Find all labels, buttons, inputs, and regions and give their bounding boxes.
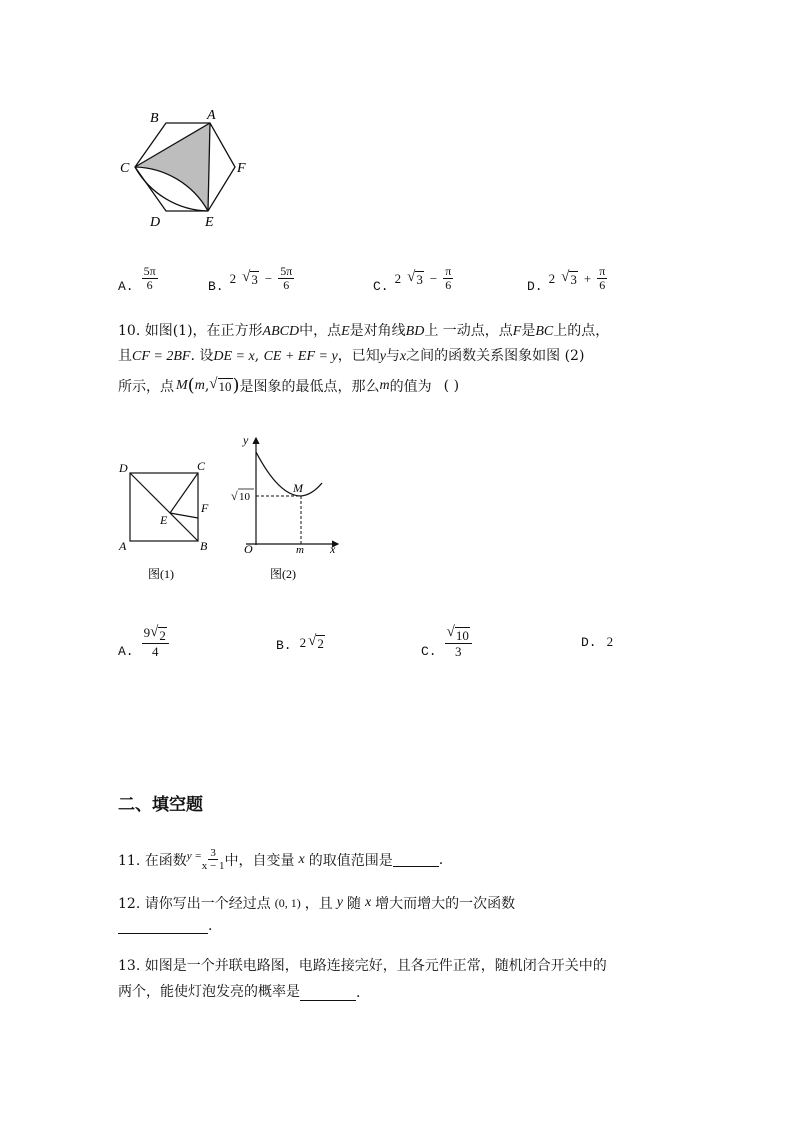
fig2-caption: 图(2)	[270, 567, 296, 581]
q13-line-1: 13. 如图是一个并联电路图，电路连接完好，且各元件正常，随机闭合开关中的	[118, 958, 607, 974]
q9-option-c: C. 2 √ 3 − $\frac{\pi}{6}$	[373, 264, 452, 294]
q9-option-b-radical: √ 3	[242, 269, 258, 287]
q10-option-a: A. 9 √ 2 4	[118, 624, 169, 659]
q9-option-a-letter: A.	[118, 279, 134, 294]
q9-hexagon-figure	[112, 100, 252, 235]
fig2-label-x: x	[330, 542, 336, 556]
q12-answer-blank[interactable]	[118, 919, 208, 934]
q9-label-a: A	[207, 108, 216, 123]
svg-text:√: √	[231, 489, 238, 503]
fig1-label-d: D	[119, 461, 128, 475]
fig1-label-b: B	[200, 539, 208, 553]
fig2-curve	[256, 452, 322, 496]
q9-option-c-letter: C.	[373, 279, 389, 294]
q10-figure-2-graph	[228, 432, 348, 584]
q10-line-3: 所示，点 M ( m , √ 10 ) 是图象的最低点，那么 m 的值为 ( )	[118, 375, 460, 396]
q13-answer-blank[interactable]	[300, 986, 356, 1001]
fig1-label-e: E	[160, 513, 168, 527]
q10-option-c: C. √ 10 3	[421, 624, 472, 659]
section-title: 二、填空题	[118, 795, 203, 815]
q9-option-d: D. 2 √ 3 + $\frac{\pi}{6}$	[527, 264, 606, 294]
fig1-label-a: A	[119, 539, 127, 553]
q9-option-d-radical: √ 3	[561, 269, 577, 287]
q10-option-a-fraction: 9 √ 2 4	[142, 625, 169, 659]
q9-option-b: B. 2 √ 3 − $\frac{5\pi}{6}$	[208, 264, 293, 294]
q9-label-b: B	[150, 111, 159, 126]
fig2-label-y: y	[243, 433, 249, 447]
q9-option-b-letter: B.	[208, 279, 224, 294]
q9-option-a	[118, 263, 158, 294]
fig2-label-o: O	[244, 542, 253, 556]
fig2-label-m-point: M	[293, 481, 303, 495]
q10-option-b: B. 2 √ 2	[276, 633, 324, 653]
q12-line-1: 12. 请你写出一个经过点 (0, 1) ，且 y 随 x 增大而增大的一次函数	[118, 895, 516, 912]
q11-answer-blank[interactable]	[393, 852, 439, 867]
q13-line-2: 两个，能使灯泡发亮的概率是 .	[118, 984, 361, 1001]
fig2-y-tick: 10	[239, 491, 250, 503]
q9-label-c: C	[120, 161, 130, 176]
q9-label-d: D	[150, 215, 161, 230]
q12-line-2: .	[118, 918, 212, 934]
fig1-caption: 图(1)	[148, 567, 174, 581]
fig2-label-m-tick: m	[296, 544, 304, 556]
fig1-label-c: C	[197, 459, 206, 473]
q9-option-d-letter: D.	[527, 279, 543, 294]
q10-option-d: D. 2	[581, 634, 614, 650]
q10-option-b-radical: √ 2	[308, 633, 324, 651]
q9-option-a-fraction: $\frac{5\pi}{6}$	[143, 264, 156, 292]
q10-figure-1-square	[112, 455, 222, 585]
q10-line-2: 且CF = 2BF. 设DE = x, CE + EF = y，已知y与x之间的函数关系图象如图 (2)	[118, 348, 585, 364]
fig1-label-f: F	[201, 501, 209, 515]
q9-label-e: E	[205, 215, 214, 230]
q11-line: 11. 在函数 y = $\frac{3}{x - 1}$ 中，自变量 x 的取值范围是 .	[118, 847, 444, 872]
q10-option-c-fraction: √ 10 3	[445, 624, 472, 659]
q10-line-1: 10. 如图(1)，在正方形ABCD中，点E是对角线BD上 一动点，点F是BC上的点，	[118, 323, 610, 339]
q9-option-c-radical: √ 3	[407, 269, 423, 287]
q9-label-f: F	[237, 161, 246, 176]
